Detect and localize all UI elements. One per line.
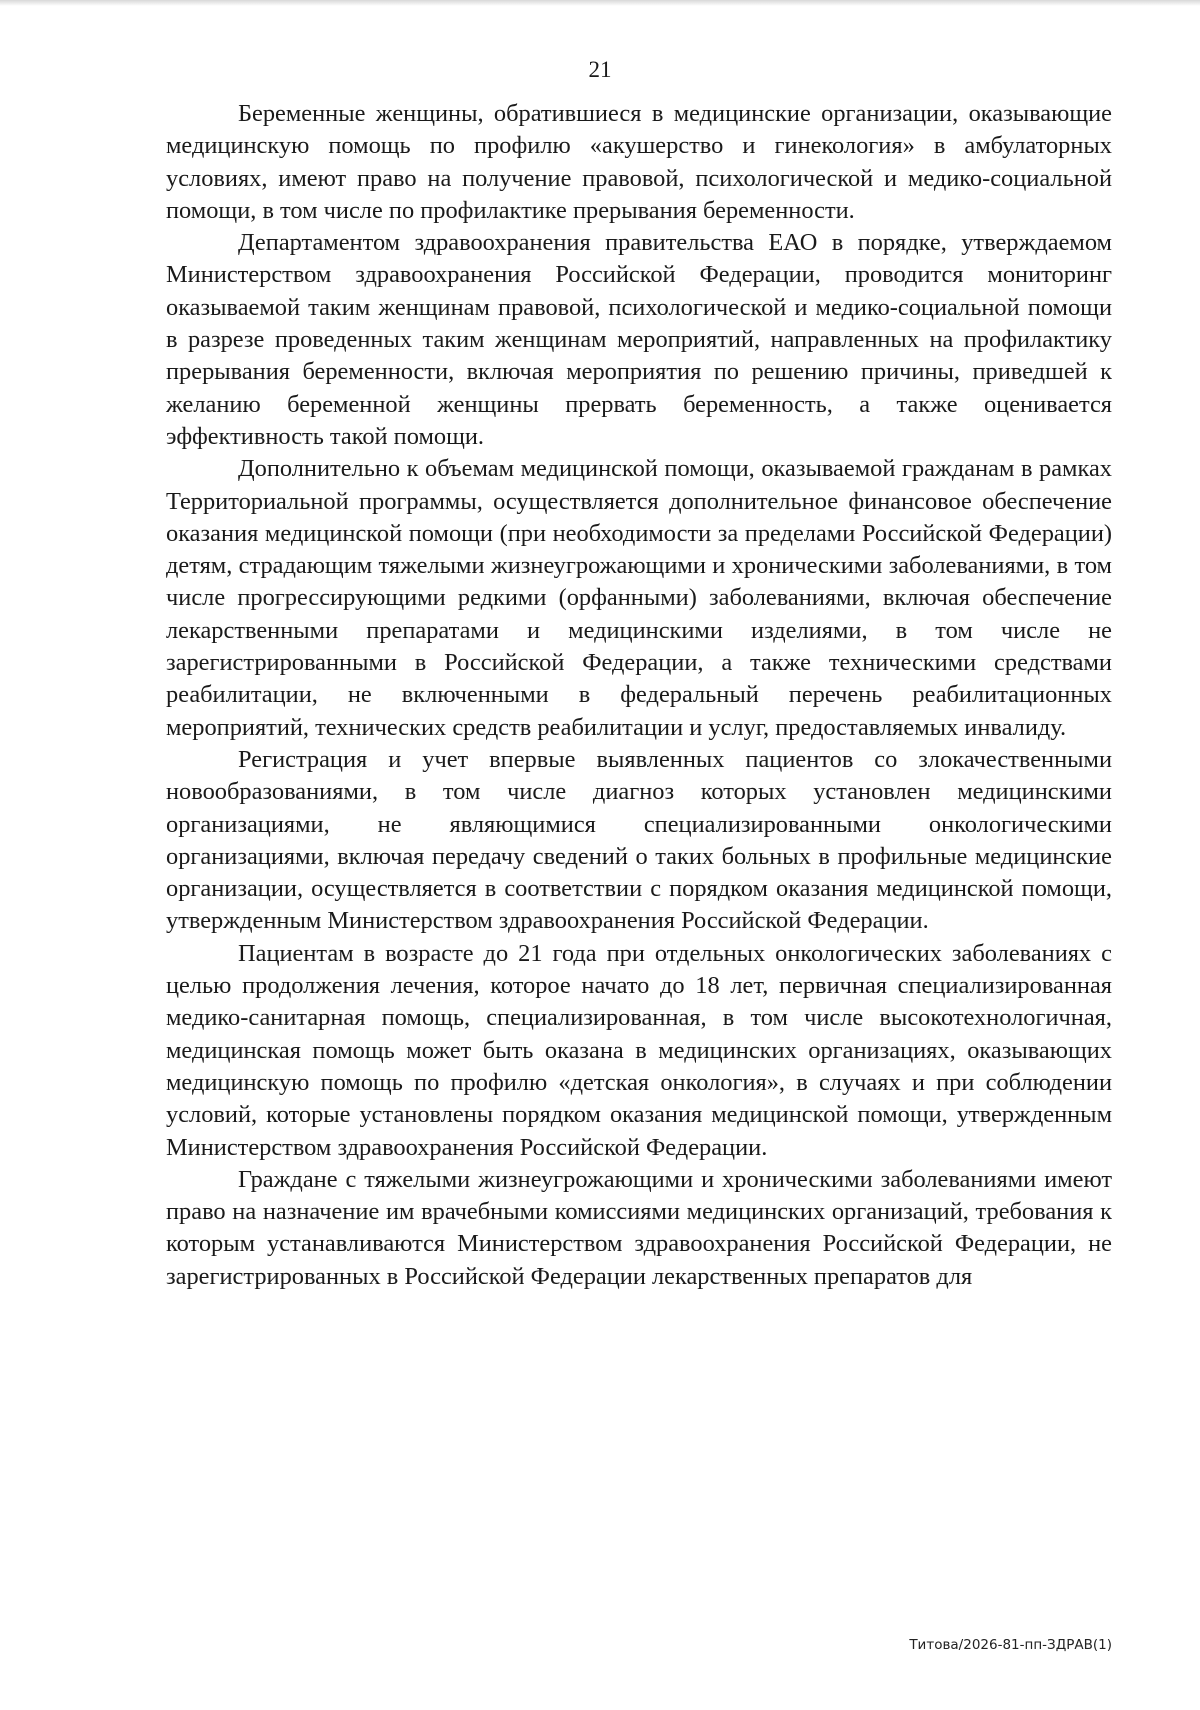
- paragraph-unregistered-drugs: Граждане с тяжелыми жизнеугрожающими и хроническими заболеваниями имеют право на назначение им врачебными комиссиями медицинских организаций, требования к которым устанавливаются Министерством здравоохранения Российской Федерации, не зарегистрированных в Российской Федерации лекарственных препаратов для: [166, 1165, 1112, 1290]
- body-text: [166, 98, 1112, 1293]
- page-number: 21: [588, 57, 612, 82]
- scan-edge: [0, 0, 1200, 6]
- paragraph-young-patients: Пациентам в возрасте до 21 года при отдельных онкологических заболеваниях с целью продолжения лечения, которое начато до 18 лет, первичная специализированная медико-санитарная помощь, специализированная, в том числе высокотехнологичная, медицинская помощь может быть оказана в медицинских организациях, оказывающих медицинскую помощь по профилю «детская онкология», в случаях и при соблюдении условий, которые установлены порядком оказания медицинской помощи, утвержденным Министерством здравоохранения Российской Федерации.: [166, 939, 1112, 1161]
- paragraph-oncology-registration: Регистрация и учет впервые выявленных пациентов со злокачественными новообразованиями, в том числе диагноз которых установлен медицинскими организациями, не являющимися специализированными онкологическими организациями, включая передачу сведений о таких больных в профильные медицинские организации, осуществляется в соответствии с порядком оказания медицинской помощи, утвержденным Министерством здравоохранения Российской Федерации.: [166, 745, 1112, 935]
- paragraph-additional-funding: Дополнительно к объемам медицинской помощи, оказываемой гражданам в рамках Территориальной программы, осуществляется дополнительное финансовое обеспечение оказания медицинской помощи (при необходимости за пределами Российской Федерации) детям, страдающим тяжелыми жизнеугрожающими и хроническими заболеваниями, в том числе прогрессирующими редкими (орфанными) заболеваниями, включая обеспечение лекарственными препаратами и медицинскими изделиями, в том числе не зарегистрированными в Российской Федерации, а также техническими средствами реабилитации, не включенными в федеральный перечень реабилитационных мероприятий, технических средств реабилитации и услуг, предоставляемых инвалиду.: [166, 455, 1112, 741]
- paragraph-monitoring: Департаментом здравоохранения правительства ЕАО в порядке, утверждаемом Министерством здравоохранения Российской Федерации, проводится мониторинг оказываемой таким женщинам правовой, психологической и медико-социальной помощи в разрезе проведенных таким женщинам мероприятий, направленных на профилактику прерывания беременности, включая мероприятия по решению причины, приведшей к желанию беременной женщины прервать беременность, а также оценивается эффективность такой помощи.: [166, 229, 1112, 450]
- paragraph-pregnant-women: Беременные женщины, обратившиеся в медицинские организации, оказывающие медицинскую помощь по профилю «акушерство и гинекология» в амбулаторных условиях, имеют право на получение правовой, психологической и медико-социальной помощи, в том числе по профилактике прерывания беременности.: [166, 100, 1112, 224]
- document-footer-code: Титова/2026-81-пп-ЗДРАВ(1): [909, 1637, 1112, 1653]
